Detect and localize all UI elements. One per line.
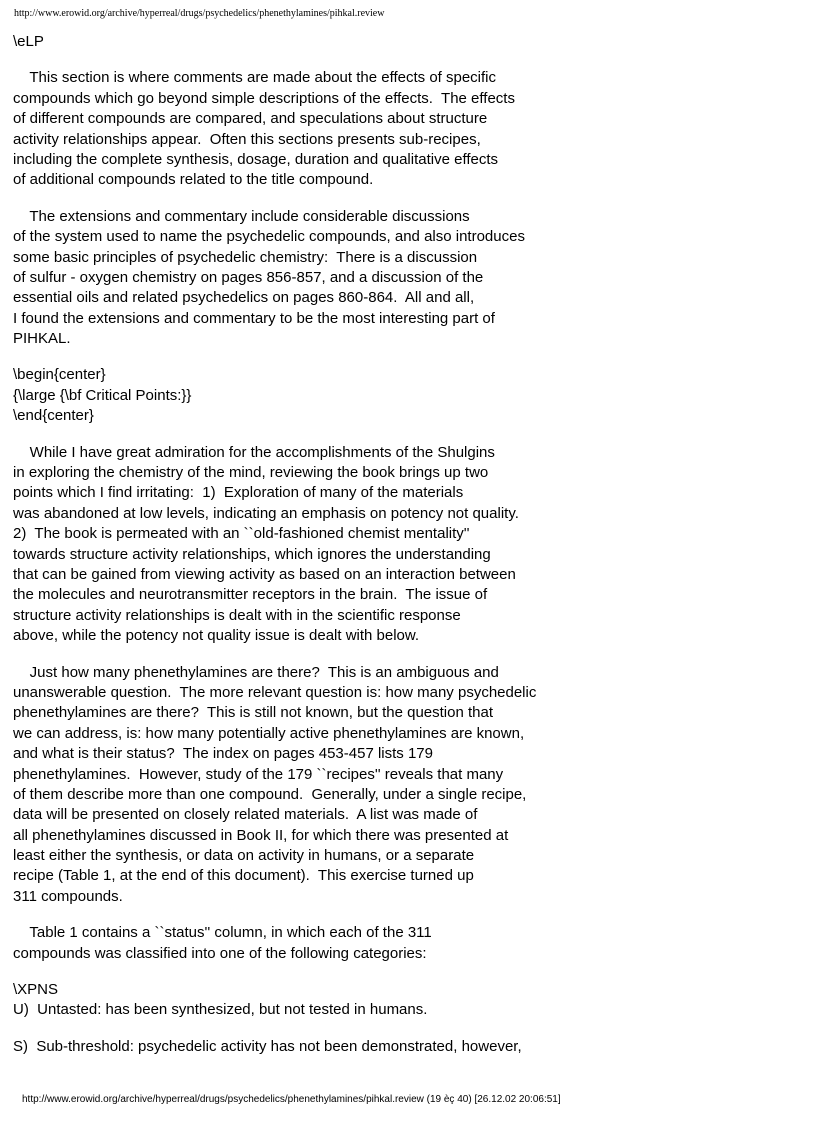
text-block xyxy=(13,663,803,908)
text-line: of additional compounds related to the title compound. xyxy=(13,171,374,189)
text-line: all phenethylamines discussed in Book II, for which there was presented at xyxy=(13,826,509,844)
text-block xyxy=(13,443,803,647)
text-line: towards structure activity relationships, which ignores the understanding xyxy=(13,545,491,563)
text-line: of them describe more than one compound. Generally, under a single recipe, xyxy=(13,785,527,803)
text-line: The extensions and commentary include considerable discussions xyxy=(13,207,470,225)
page-footer-url: http://www.erowid.org/archive/hyperreal/drugs/psychedelics/phenethylamines/pihkal.review (19 èç 40) [26.12.02 20:06:51] xyxy=(22,1094,561,1105)
text-block xyxy=(13,32,803,52)
text-block xyxy=(13,365,803,426)
text-line: While I have great admiration for the accomplishments of the Shulgins xyxy=(13,443,495,461)
text-line: This section is where comments are made about the effects of specific xyxy=(13,69,497,87)
text-line: structure activity relationships is dealt with in the scientific response xyxy=(13,606,461,624)
text-line: U) Untasted: has been synthesized, but not tested in humans. xyxy=(13,1001,428,1019)
text-line: essential oils and related psychedelics on pages 860-864. All and all, xyxy=(13,289,475,307)
text-line: \begin{center} xyxy=(13,366,106,384)
text-line: points which I find irritating: 1) Exploration of many of the materials xyxy=(13,484,464,502)
text-line: data will be presented on closely related materials. A list was made of xyxy=(13,806,478,824)
text-line: {\large {\bf Critical Points:}} xyxy=(13,386,192,404)
document-body xyxy=(13,32,803,1073)
text-line: \end{center} xyxy=(13,407,94,425)
text-line: least either the synthesis, or data on activity in humans, or a separate xyxy=(13,847,475,865)
text-line: I found the extensions and commentary to be the most interesting part of xyxy=(13,309,495,327)
text-line: \XPNS xyxy=(13,981,59,999)
text-line: Just how many phenethylamines are there? This is an ambiguous and xyxy=(13,663,499,681)
text-line: Table 1 contains a ``status'' column, in which each of the 311 xyxy=(13,924,432,942)
text-line: 2) The book is permeated with an ``old-fashioned chemist mentality'' xyxy=(13,525,470,543)
text-line: above, while the potency not quality issue is dealt with below. xyxy=(13,627,420,645)
text-line: the molecules and neurotransmitter receptors in the brain. The issue of xyxy=(13,586,488,604)
text-block xyxy=(13,923,803,964)
text-line: phenethylamines. However, study of the 179 ``recipes'' reveals that many xyxy=(13,765,504,783)
text-block xyxy=(13,68,803,190)
text-line: of different compounds are compared, and speculations about structure xyxy=(13,110,488,128)
text-line: and what is their status? The index on pages 453-457 lists 179 xyxy=(13,745,433,763)
text-line: was abandoned at low levels, indicating an emphasis on potency not quality. xyxy=(13,504,519,522)
text-line: 311 compounds. xyxy=(13,887,123,905)
text-line: including the complete synthesis, dosage, duration and qualitative effects xyxy=(13,150,499,168)
text-line: we can address, is: how many potentially active phenethylamines are known, xyxy=(13,724,525,742)
text-line: some basic principles of psychedelic chemistry: There is a discussion xyxy=(13,248,478,266)
text-line: \eLP xyxy=(13,33,44,50)
text-line: of sulfur - oxygen chemistry on pages 856-857, and a discussion of the xyxy=(13,268,484,286)
text-line: PIHKAL. xyxy=(13,330,71,348)
page-header-url: http://www.erowid.org/archive/hyperreal/drugs/psychedelics/phenethylamines/pihkal.review xyxy=(14,8,385,19)
text-line: activity relationships appear. Often this sections presents sub-recipes, xyxy=(13,130,481,148)
text-block xyxy=(13,980,803,1021)
text-block xyxy=(13,207,803,350)
text-line: in exploring the chemistry of the mind, reviewing the book brings up two xyxy=(13,464,489,482)
text-line: unanswerable question. The more relevant question is: how many psychedelic xyxy=(13,683,537,701)
text-block xyxy=(13,1037,803,1057)
text-line: phenethylamines are there? This is still not known, but the question that xyxy=(13,704,494,722)
text-line: of the system used to name the psychedelic compounds, and also introduces xyxy=(13,228,525,246)
text-line: that can be gained from viewing activity as based on an interaction between xyxy=(13,565,516,583)
text-line: compounds which go beyond simple descriptions of the effects. The effects xyxy=(13,89,515,107)
text-line: recipe (Table 1, at the end of this document). This exercise turned up xyxy=(13,867,474,885)
text-line: S) Sub-threshold: psychedelic activity has not been demonstrated, however, xyxy=(13,1037,522,1055)
text-line: compounds was classified into one of the following categories: xyxy=(13,944,427,962)
